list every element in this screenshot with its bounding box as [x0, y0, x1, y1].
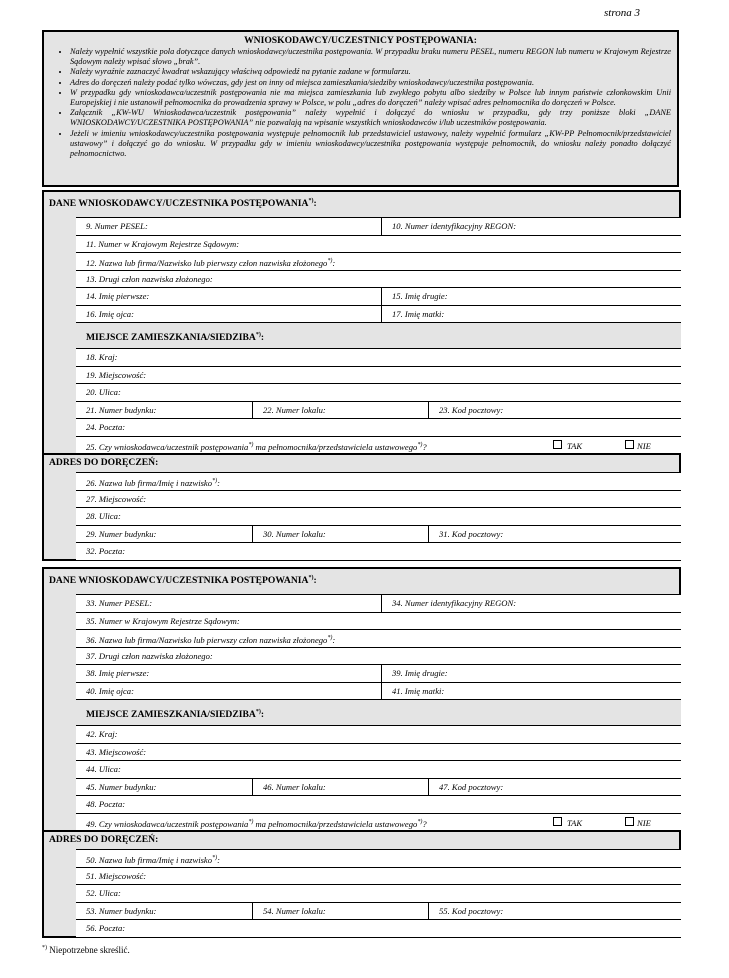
- unit-number-field-label: 46. Numer lokalu:: [263, 781, 326, 792]
- country-field[interactable]: [76, 726, 681, 743]
- name-field-mark: *): [327, 635, 333, 641]
- residence-header: [76, 700, 264, 725]
- applicant-header-mark: *): [308, 198, 314, 204]
- delivery-name-colon: :: [217, 854, 220, 865]
- row-delivery-post: [76, 919, 681, 937]
- row-address-numbers: [76, 778, 681, 796]
- row-delivery-numbers: [76, 902, 681, 920]
- delivery-unit-field-label: 54. Numer lokalu:: [263, 905, 326, 916]
- country-field-label: 18. Kraj:: [86, 352, 118, 362]
- representative-question-part: *): [417, 818, 423, 825]
- row-delivery-name: [76, 472, 681, 490]
- mother-name-field[interactable]: [381, 306, 681, 323]
- name-field-mark: *): [327, 258, 333, 264]
- applicant-header-colon: :: [313, 198, 317, 210]
- post-office-field-label: 24. Poczta:: [86, 422, 126, 432]
- row-name: [76, 629, 681, 647]
- instruction-item: • W przypadku gdy wnioskodawca/uczestnik postępowania nie ma miejsca zamieszkania lub zwykłego pobytu albo siedziby w Polsce lub innym państwie członkowskim Unii Europejskiej i nie ustanowił pełnomocnika do prowadzenia sprawy w Polsce, w polu „adres do doręczeń” należy wpisać adres pełnomocnika do doręczeń w Polsce.: [70, 88, 671, 108]
- regon-field[interactable]: [381, 218, 681, 235]
- name-field[interactable]: [76, 630, 681, 647]
- row-residence-header: [76, 699, 681, 725]
- second-given-name-field[interactable]: [381, 665, 681, 682]
- mother-name-field[interactable]: [381, 683, 681, 700]
- name-colon: :: [332, 257, 336, 268]
- delivery-post-field[interactable]: [76, 920, 681, 937]
- yes-label: TAK: [567, 817, 583, 828]
- row-city: [76, 366, 681, 384]
- row-krs: [76, 612, 681, 630]
- postcode-field-label: 47. Kod pocztowy:: [439, 781, 504, 792]
- street-field[interactable]: [76, 761, 681, 778]
- delivery-header: ADRES DO DORĘCZEŃ:: [49, 457, 159, 468]
- instructions-list: [50, 47, 671, 159]
- delivery-name-field-label: 26. Nazwa lub firma/Imię i nazwisko: [86, 477, 213, 488]
- row-pesel-regon: [76, 217, 681, 235]
- row-representative-question: [76, 813, 681, 831]
- row-country: [76, 725, 681, 743]
- residence-header-text: MIEJSCE ZAMIESZKANIA/SIEDZIBA: [86, 709, 256, 721]
- building-number-field[interactable]: [76, 402, 252, 419]
- delivery-post-field-label: 32. Poczta:: [86, 546, 126, 556]
- row-given-names: [76, 287, 681, 305]
- delivery-street-field-label: 52. Ulica:: [86, 888, 121, 898]
- footnote: [42, 945, 130, 955]
- instruction-item: • Jeżeli w imieniu wnioskodawcy/uczestnika postępowania występuje pełnomocnik lub przedstawiciel ustawowy, należy wypełnić formularz „KW-PP Pełnomocnik/przedstawiciel ustawowy” i dołączyć go do wniosku. W przypadku gdy w imieniu wnioskodawcy/uczestnika postępowania występuje pełnomocnik, do wniosku należy ponadto dołączyć pełnomocnictwo.: [70, 129, 671, 160]
- delivery-header: ADRES DO DORĘCZEŃ:: [49, 834, 159, 845]
- delivery-name-colon: :: [217, 477, 220, 488]
- applicant-header-colon: :: [313, 575, 317, 587]
- delivery-separator: [44, 830, 679, 832]
- applicant-header-mark: *): [308, 575, 314, 581]
- pesel-field[interactable]: [76, 218, 381, 235]
- row-second-name: [76, 270, 681, 288]
- delivery-postcode-field[interactable]: [428, 903, 681, 920]
- row-delivery-numbers: [76, 525, 681, 543]
- delivery-street-field[interactable]: [76, 885, 681, 902]
- row-post: [76, 418, 681, 436]
- father-name-field-label: 16. Imię ojca:: [86, 308, 134, 319]
- delivery-post-field[interactable]: [76, 543, 681, 560]
- row-delivery-street: [76, 884, 681, 902]
- mother-name-field-label: 41. Imię matki:: [392, 685, 445, 696]
- row-street: [76, 760, 681, 778]
- regon-field[interactable]: [381, 595, 681, 612]
- building-number-field-label: 45. Numer budynku:: [86, 781, 157, 792]
- row-parents: [76, 682, 681, 700]
- father-name-field[interactable]: [76, 306, 381, 323]
- delivery-city-field-label: 51. Miejscowość:: [86, 870, 147, 881]
- representative-question-part: 25. Czy wnioskodawca/uczestnik postępowania: [86, 441, 249, 452]
- second-name-field-label: 13. Drugi człon nazwiska złożonego:: [86, 273, 213, 284]
- regon-field-label: 10. Numer identyfikacyjny REGON:: [392, 221, 517, 231]
- instruction-item: • Adres do doręczeń należy podać tylko wówczas, gdy jest on inny od miejsca zamieszkania/siedziby wnioskodawcy/uczestnika postępowania.: [70, 78, 671, 88]
- representative-question-part: ?: [422, 441, 427, 452]
- name-field[interactable]: [76, 253, 681, 270]
- delivery-unit-field[interactable]: [252, 526, 428, 543]
- instructions-title: WNIOSKODAWCY/UCZESTNICY POSTĘPOWANIA:: [244, 35, 477, 46]
- applicant-block: [42, 190, 681, 561]
- second-given-name-field[interactable]: [381, 288, 681, 305]
- delivery-name-field-label: 50. Nazwa lub firma/Imię i nazwisko: [86, 854, 213, 865]
- name-colon: :: [332, 634, 336, 645]
- row-second-name: [76, 647, 681, 665]
- krs-field[interactable]: [76, 236, 681, 253]
- row-given-names: [76, 664, 681, 682]
- delivery-city-field[interactable]: [76, 491, 681, 508]
- row-delivery-city: [76, 867, 681, 885]
- building-number-field-label: 21. Numer budynku:: [86, 404, 157, 415]
- name-field-label: 12. Nazwa lub firma/Nazwisko lub pierwszy człon nazwiska złożonego: [86, 257, 328, 268]
- row-post: [76, 795, 681, 813]
- second-given-name-field-label: 15. Imię drugie:: [392, 291, 448, 301]
- krs-field[interactable]: [76, 613, 681, 630]
- residence-header-colon: :: [260, 709, 265, 721]
- first-given-name-field[interactable]: [76, 288, 381, 305]
- representative-question: [76, 814, 427, 831]
- delivery-postcode-field[interactable]: [428, 526, 681, 543]
- postcode-field[interactable]: [428, 402, 681, 419]
- row-name: [76, 252, 681, 270]
- no-label: NIE: [637, 440, 651, 451]
- row-pesel-regon: [76, 594, 681, 612]
- unit-number-field-label: 22. Numer lokalu:: [263, 404, 326, 415]
- row-residence-header: [76, 322, 681, 348]
- representative-question-part: *): [417, 441, 423, 448]
- delivery-postcode-field-label: 31. Kod pocztowy:: [439, 528, 504, 539]
- residence-header-mark: *): [255, 709, 261, 715]
- residence-header: [76, 323, 264, 348]
- country-field-label: 42. Kraj:: [86, 729, 118, 739]
- city-field-label: 19. Miejscowość:: [86, 369, 147, 380]
- delivery-postcode-field-label: 55. Kod pocztowy:: [439, 905, 504, 916]
- building-number-field[interactable]: [76, 779, 252, 796]
- representative-question-part: ?: [422, 818, 427, 829]
- delivery-post-field-label: 56. Poczta:: [86, 923, 126, 933]
- second-name-field[interactable]: [76, 648, 681, 665]
- footnote-text: Niepotrzebne skreślić.: [47, 945, 130, 955]
- applicant-header: [49, 198, 317, 209]
- delivery-name-field[interactable]: [76, 850, 681, 867]
- postcode-field[interactable]: [428, 779, 681, 796]
- delivery-name-field-mark: *): [212, 855, 218, 861]
- residence-header-mark: *): [255, 332, 261, 338]
- row-country: [76, 348, 681, 366]
- representative-question-part: *): [248, 818, 254, 825]
- delivery-name-field-mark: *): [212, 478, 218, 484]
- no-checkbox[interactable]: [625, 817, 634, 826]
- applicant-header-text: DANE WNIOSKODAWCY/UCZESTNIKA POSTĘPOWANIA: [49, 198, 309, 210]
- pesel-field-label: 33. Numer PESEL:: [86, 598, 153, 608]
- delivery-building-field[interactable]: [76, 526, 252, 543]
- page-number: strona 3: [604, 7, 640, 19]
- delivery-unit-field-label: 30. Numer lokalu:: [263, 528, 326, 539]
- delivery-city-field[interactable]: [76, 868, 681, 885]
- representative-question-part: *): [248, 441, 254, 448]
- row-krs: [76, 235, 681, 253]
- post-office-field[interactable]: [76, 419, 681, 436]
- row-delivery-street: [76, 507, 681, 525]
- row-representative-question: [76, 436, 681, 454]
- delivery-building-field-label: 53. Numer budynku:: [86, 905, 157, 916]
- name-field-label: 36. Nazwa lub firma/Nazwisko lub pierwszy człon nazwiska złożonego: [86, 634, 328, 645]
- regon-field-label: 34. Numer identyfikacyjny REGON:: [392, 598, 517, 608]
- applicant-header: [49, 575, 317, 586]
- yes-checkbox[interactable]: [553, 817, 562, 826]
- first-given-name-field[interactable]: [76, 665, 381, 682]
- residence-header-text: MIEJSCE ZAMIESZKANIA/SIEDZIBA: [86, 332, 256, 344]
- row-delivery-post: [76, 542, 681, 560]
- pesel-field[interactable]: [76, 595, 381, 612]
- delivery-street-field[interactable]: [76, 508, 681, 525]
- country-field[interactable]: [76, 349, 681, 366]
- krs-field-label: 35. Numer w Krajowym Rejestrze Sądowym:: [86, 615, 240, 626]
- delivery-city-field-label: 27. Miejscowość:: [86, 493, 147, 504]
- post-office-field-label: 48. Poczta:: [86, 799, 126, 809]
- mother-name-field-label: 17. Imię matki:: [392, 308, 445, 319]
- krs-field-label: 11. Numer w Krajowym Rejestrze Sądowym:: [86, 238, 240, 249]
- representative-question-part: 49. Czy wnioskodawca/uczestnik postępowania: [86, 818, 249, 829]
- instructions-box: [42, 30, 679, 187]
- delivery-unit-field[interactable]: [252, 903, 428, 920]
- first-given-name-field-label: 14. Imię pierwsze:: [86, 291, 150, 301]
- instruction-item: • Załącznik „KW-WU Wnioskodawca/uczestnik postępowania” należy wypełnić i dołączyć do wniosku w przypadku, gdy trzy poniższe bloki „DANE WNIOSKODAWCY/UCZESTNIKA POSTĘPOWANIA” nie pozwalają na wpisanie wszystkich wnioskodawców i/lub uczestników postępowania.: [70, 108, 671, 128]
- first-given-name-field-label: 38. Imię pierwsze:: [86, 668, 150, 678]
- row-street: [76, 383, 681, 401]
- pesel-field-label: 9. Numer PESEL:: [86, 221, 148, 231]
- row-delivery-city: [76, 490, 681, 508]
- footnote-mark: *): [42, 945, 47, 951]
- postcode-field-label: 23. Kod pocztowy:: [439, 404, 504, 415]
- delivery-building-field-label: 29. Numer budynku:: [86, 528, 157, 539]
- no-label: NIE: [637, 817, 651, 828]
- street-field-label: 44. Ulica:: [86, 764, 121, 774]
- delivery-street-field-label: 28. Ulica:: [86, 511, 121, 521]
- applicant-block: [42, 567, 681, 938]
- instruction-item: • Należy wypełnić wszystkie pola dotyczące danych wnioskodawcy/uczestnika postępowania. W przypadku braku numeru PESEL, numeru REGON lub numeru w Krajowym Rejestrze Sądowym należy wpisać słowo „brak”.: [70, 47, 671, 67]
- instruction-item: • Należy wyraźnie zaznaczyć kwadrat wskazujący właściwą odpowiedź na pytanie zadane w formularzu.: [70, 67, 671, 77]
- no-checkbox[interactable]: [625, 440, 634, 449]
- city-field[interactable]: [76, 367, 681, 384]
- row-parents: [76, 305, 681, 323]
- yes-label: TAK: [567, 440, 583, 451]
- street-field[interactable]: [76, 384, 681, 401]
- applicant-header-text: DANE WNIOSKODAWCY/UCZESTNIKA POSTĘPOWANIA: [49, 575, 309, 587]
- second-name-field[interactable]: [76, 271, 681, 288]
- father-name-field[interactable]: [76, 683, 381, 700]
- street-field-label: 20. Ulica:: [86, 387, 121, 397]
- father-name-field-label: 40. Imię ojca:: [86, 685, 134, 696]
- second-name-field-label: 37. Drugi człon nazwiska złożonego:: [86, 650, 213, 661]
- city-field[interactable]: [76, 744, 681, 761]
- post-office-field[interactable]: [76, 796, 681, 813]
- delivery-building-field[interactable]: [76, 903, 252, 920]
- unit-number-field[interactable]: [252, 402, 428, 419]
- representative-question-part: ma pełnomocnika/przedstawiciela ustawowego: [253, 818, 418, 829]
- row-address-numbers: [76, 401, 681, 419]
- row-delivery-name: [76, 849, 681, 867]
- delivery-name-field[interactable]: [76, 473, 681, 490]
- yes-checkbox[interactable]: [553, 440, 562, 449]
- row-city: [76, 743, 681, 761]
- city-field-label: 43. Miejscowość:: [86, 746, 147, 757]
- delivery-separator: [44, 453, 679, 455]
- representative-question-part: ma pełnomocnika/przedstawiciela ustawowego: [253, 441, 418, 452]
- second-given-name-field-label: 39. Imię drugie:: [392, 668, 448, 678]
- representative-question: [76, 437, 427, 454]
- unit-number-field[interactable]: [252, 779, 428, 796]
- residence-header-colon: :: [260, 332, 265, 344]
